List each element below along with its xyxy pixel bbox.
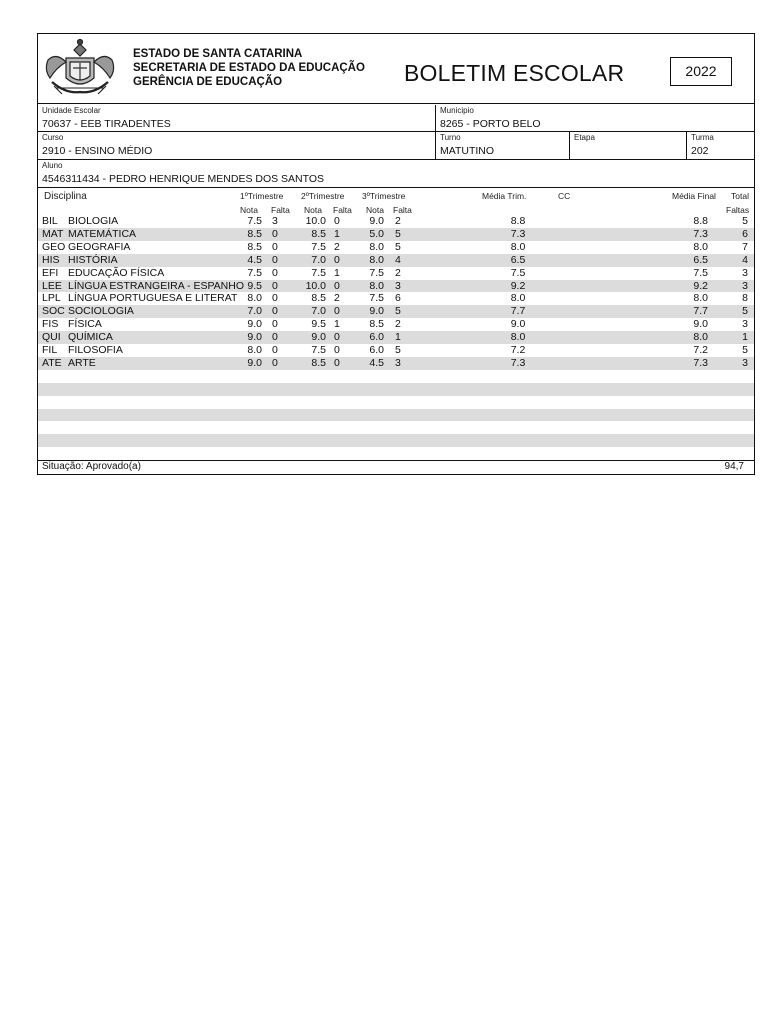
subject-name: ARTE	[68, 356, 96, 369]
term-average: 8.0	[510, 331, 526, 344]
grade-t3: 8.0	[369, 240, 384, 253]
subject-code: SOC	[42, 305, 65, 318]
absence-t3: 3	[395, 356, 401, 369]
absence-t2: 0	[334, 253, 340, 266]
course-value: 2910 - ENSINO MÉDIO	[42, 145, 153, 157]
report-header	[38, 34, 754, 104]
subject-name: MATEMÁTICA	[68, 227, 137, 240]
subject-name: FILOSOFIA	[68, 344, 123, 356]
class-label: Turma	[691, 133, 714, 142]
stage-label: Etapa	[574, 133, 595, 142]
term-average: 7.7	[510, 305, 526, 318]
total-absences: 3	[742, 318, 748, 331]
subject-code: MAT	[42, 227, 64, 240]
col-discipline: Disciplina	[44, 191, 87, 202]
grade-t1: 9.5	[247, 279, 262, 292]
absence-t3: 3	[395, 279, 401, 292]
grade-t2: 7.5	[311, 240, 326, 253]
class-value: 202	[691, 145, 709, 157]
subject-name: SOCIOLOGIA	[68, 305, 134, 318]
grade-t2: 7.5	[311, 344, 326, 356]
total-absences: 5	[742, 215, 748, 227]
course-label: Curso	[42, 133, 64, 142]
subject-name: FÍSICA	[68, 318, 102, 331]
col-t1-nota: Nota	[240, 205, 258, 215]
grade-t3: 9.0	[369, 305, 384, 318]
final-average: 7.3	[693, 356, 708, 369]
term-average: 8.8	[510, 215, 526, 227]
grade-t1: 7.0	[247, 305, 262, 318]
table-row	[38, 357, 754, 370]
subject-code: HIS	[42, 253, 60, 266]
col-t1-falta: Falta	[271, 205, 290, 215]
final-average: 7.7	[693, 305, 708, 318]
absence-t2: 2	[334, 240, 340, 253]
course-row	[38, 132, 754, 160]
final-average: 8.0	[693, 331, 708, 344]
subject-name: HISTÓRIA	[68, 253, 118, 266]
empty-table-row	[38, 370, 754, 383]
grade-t3: 4.5	[369, 356, 384, 369]
absence-t3: 5	[395, 227, 401, 240]
absence-t1: 0	[272, 240, 278, 253]
col-trimester-1: 1ºTrimestre	[240, 191, 284, 201]
table-row	[38, 241, 754, 254]
school-row	[38, 105, 754, 132]
absence-t1: 0	[272, 331, 278, 344]
table-row	[38, 254, 754, 267]
term-average: 7.5	[510, 266, 526, 279]
term-average: 9.0	[510, 318, 526, 331]
grade-t3: 7.5	[369, 266, 384, 279]
final-average: 7.2	[693, 344, 708, 356]
col-t3-nota: Nota	[366, 205, 384, 215]
term-average: 7.2	[510, 344, 526, 356]
subject-code: BIL	[42, 215, 58, 227]
absence-t1: 0	[272, 279, 278, 292]
absence-t2: 0	[334, 279, 340, 292]
total-absences: 6	[742, 227, 748, 240]
subject-name: BIOLOGIA	[68, 215, 119, 227]
grade-t1: 8.0	[247, 292, 262, 305]
institution-management: GERÊNCIA DE EDUCAÇÃO	[133, 76, 283, 88]
table-row	[38, 228, 754, 241]
shift-cell	[435, 132, 569, 159]
grade-t1: 8.5	[247, 227, 262, 240]
grade-t3: 6.0	[369, 331, 384, 344]
absence-t1: 0	[272, 266, 278, 279]
table-row	[38, 331, 754, 344]
grade-t3: 8.5	[369, 318, 384, 331]
empty-table-row	[38, 447, 754, 460]
grade-t1: 9.0	[247, 331, 262, 344]
absence-t3: 1	[395, 331, 401, 344]
grade-t1: 9.0	[247, 318, 262, 331]
final-average: 9.2	[693, 279, 708, 292]
col-t2-falta: Falta	[333, 205, 352, 215]
subject-code: LPL	[42, 292, 61, 305]
grade-t1: 7.5	[247, 266, 262, 279]
subject-code: LEE	[42, 279, 62, 292]
term-average: 9.2	[510, 279, 526, 292]
grade-t1: 8.5	[247, 240, 262, 253]
subject-code: QUI	[42, 331, 61, 344]
grades-header	[38, 187, 754, 215]
state-coat-of-arms-icon	[42, 38, 118, 100]
total-absences: 3	[742, 356, 748, 369]
term-average: 8.0	[510, 240, 526, 253]
absence-t1: 0	[272, 253, 278, 266]
grade-t2: 9.0	[311, 331, 326, 344]
student-row	[38, 160, 754, 187]
grade-t2: 8.5	[311, 227, 326, 240]
absence-t3: 5	[395, 305, 401, 318]
institution-secretariat: SECRETARIA DE ESTADO DA EDUCAÇÃO	[133, 62, 365, 74]
absence-t3: 2	[395, 215, 401, 227]
absence-t3: 6	[395, 292, 401, 305]
col-total-faltas: Faltas	[726, 205, 750, 215]
total-absences: 5	[742, 305, 748, 318]
institution-state: ESTADO DE SANTA CATARINA	[133, 48, 303, 60]
report-footer	[38, 460, 754, 474]
absence-t1: 0	[272, 305, 278, 318]
table-row	[38, 292, 754, 305]
course-cell	[38, 132, 435, 159]
grade-t2: 10.0	[305, 279, 326, 292]
absence-t2: 0	[334, 344, 340, 356]
term-average: 7.3	[510, 227, 526, 240]
table-row	[38, 267, 754, 280]
grade-t3: 6.0	[369, 344, 384, 356]
col-trimester-2: 2ºTrimestre	[301, 191, 345, 201]
subject-name: GEOGRAFIA	[68, 240, 131, 253]
subject-code: FIL	[42, 344, 58, 356]
subject-name: LÍNGUA PORTUGUESA E LITERAT	[68, 292, 238, 305]
term-average: 6.5	[510, 253, 526, 266]
col-total: Total	[731, 191, 749, 201]
term-average: 7.3	[510, 356, 526, 369]
col-trimester-3: 3ºTrimestre	[362, 191, 406, 201]
grade-t2: 8.5	[311, 356, 326, 369]
subject-name: LÍNGUA ESTRANGEIRA - ESPANHO	[68, 279, 245, 292]
subject-name: EDUCAÇÃO FÍSICA	[68, 266, 165, 279]
stage-cell	[569, 132, 686, 159]
table-row	[38, 280, 754, 293]
final-average: 8.0	[693, 240, 708, 253]
absence-t2: 0	[334, 331, 340, 344]
table-row	[38, 344, 754, 357]
municipality-cell	[435, 105, 754, 131]
student-value: 4546311434 - PEDRO HENRIQUE MENDES DOS SANTOS	[42, 173, 325, 185]
school-unit-cell	[38, 105, 435, 131]
municipality-value: 8265 - PORTO BELO	[440, 118, 541, 130]
municipality-label: Municipio	[440, 106, 474, 115]
page-title: BOLETIM ESCOLAR	[404, 60, 625, 86]
subject-name: QUÍMICA	[68, 331, 113, 344]
absence-t1: 0	[272, 318, 278, 331]
col-media-final: Média Final	[672, 191, 716, 201]
year-box: 2022	[670, 57, 732, 86]
final-average: 8.8	[693, 215, 708, 227]
absence-t2: 0	[334, 305, 340, 318]
grade-t2: 7.5	[311, 266, 326, 279]
final-average: 7.3	[693, 227, 708, 240]
absence-t1: 0	[272, 292, 278, 305]
subject-code: ATE	[42, 356, 62, 369]
absence-t2: 2	[334, 292, 340, 305]
table-row	[38, 305, 754, 318]
absence-t2: 0	[334, 356, 340, 369]
grade-t2: 7.0	[311, 253, 326, 266]
table-row	[38, 215, 754, 228]
absence-t3: 2	[395, 266, 401, 279]
report-card	[37, 33, 755, 475]
grade-t1: 7.5	[247, 215, 262, 227]
col-t3-falta: Falta	[393, 205, 412, 215]
shift-label: Turno	[440, 133, 461, 142]
absence-t3: 2	[395, 318, 401, 331]
grade-t2: 10.0	[305, 215, 326, 227]
grade-t2: 8.5	[311, 292, 326, 305]
school-unit-value: 70637 - EEB TIRADENTES	[42, 118, 171, 130]
col-media-trim: Média Trim.	[482, 191, 527, 201]
total-absences: 3	[742, 266, 748, 279]
class-cell	[686, 132, 754, 159]
empty-table-row	[38, 383, 754, 396]
grade-t3: 7.5	[369, 292, 384, 305]
final-average: 9.0	[693, 318, 708, 331]
total-absences: 5	[742, 344, 748, 356]
grade-t2: 9.5	[311, 318, 326, 331]
grade-t1: 4.5	[247, 253, 262, 266]
absence-t2: 1	[334, 318, 340, 331]
final-average: 6.5	[693, 253, 708, 266]
subject-code: EFI	[42, 266, 59, 279]
absence-t3: 5	[395, 240, 401, 253]
col-cc: CC	[558, 191, 571, 201]
absence-t2: 0	[334, 215, 340, 227]
absence-t2: 1	[334, 227, 340, 240]
final-average: 8.0	[693, 292, 708, 305]
absence-t1: 3	[272, 215, 278, 227]
grade-t3: 8.0	[369, 253, 384, 266]
total-absences: 1	[742, 331, 748, 344]
grade-t1: 8.0	[247, 344, 262, 356]
status-text: Situação: Aprovado(a)	[42, 461, 141, 472]
grade-t3: 9.0	[369, 215, 384, 227]
subject-code: GEO	[42, 240, 66, 253]
table-row	[38, 318, 754, 331]
grade-t3: 8.0	[369, 279, 384, 292]
absence-t1: 0	[272, 227, 278, 240]
absence-t1: 0	[272, 356, 278, 369]
shift-value: MATUTINO	[440, 145, 495, 157]
absence-t3: 5	[395, 344, 401, 356]
total-absences: 3	[742, 279, 748, 292]
total-absences: 8	[742, 292, 748, 305]
grade-t3: 5.0	[369, 227, 384, 240]
grade-t1: 9.0	[247, 356, 262, 369]
empty-table-row	[38, 396, 754, 409]
empty-table-row	[38, 434, 754, 447]
empty-table-row	[38, 409, 754, 422]
absence-t3: 4	[395, 253, 401, 266]
empty-table-row	[38, 421, 754, 434]
total-absences: 4	[742, 253, 748, 266]
total-absences: 7	[742, 240, 748, 253]
absence-t1: 0	[272, 344, 278, 356]
col-t2-nota: Nota	[304, 205, 322, 215]
absence-t2: 1	[334, 266, 340, 279]
final-average: 7.5	[693, 266, 708, 279]
term-average: 8.0	[510, 292, 526, 305]
subject-code: FIS	[42, 318, 59, 331]
student-label: Aluno	[42, 161, 63, 170]
school-unit-label: Unidade Escolar	[42, 106, 101, 115]
grade-t2: 7.0	[311, 305, 326, 318]
attendance-value: 94,7	[724, 461, 744, 472]
institution-block	[133, 47, 365, 89]
